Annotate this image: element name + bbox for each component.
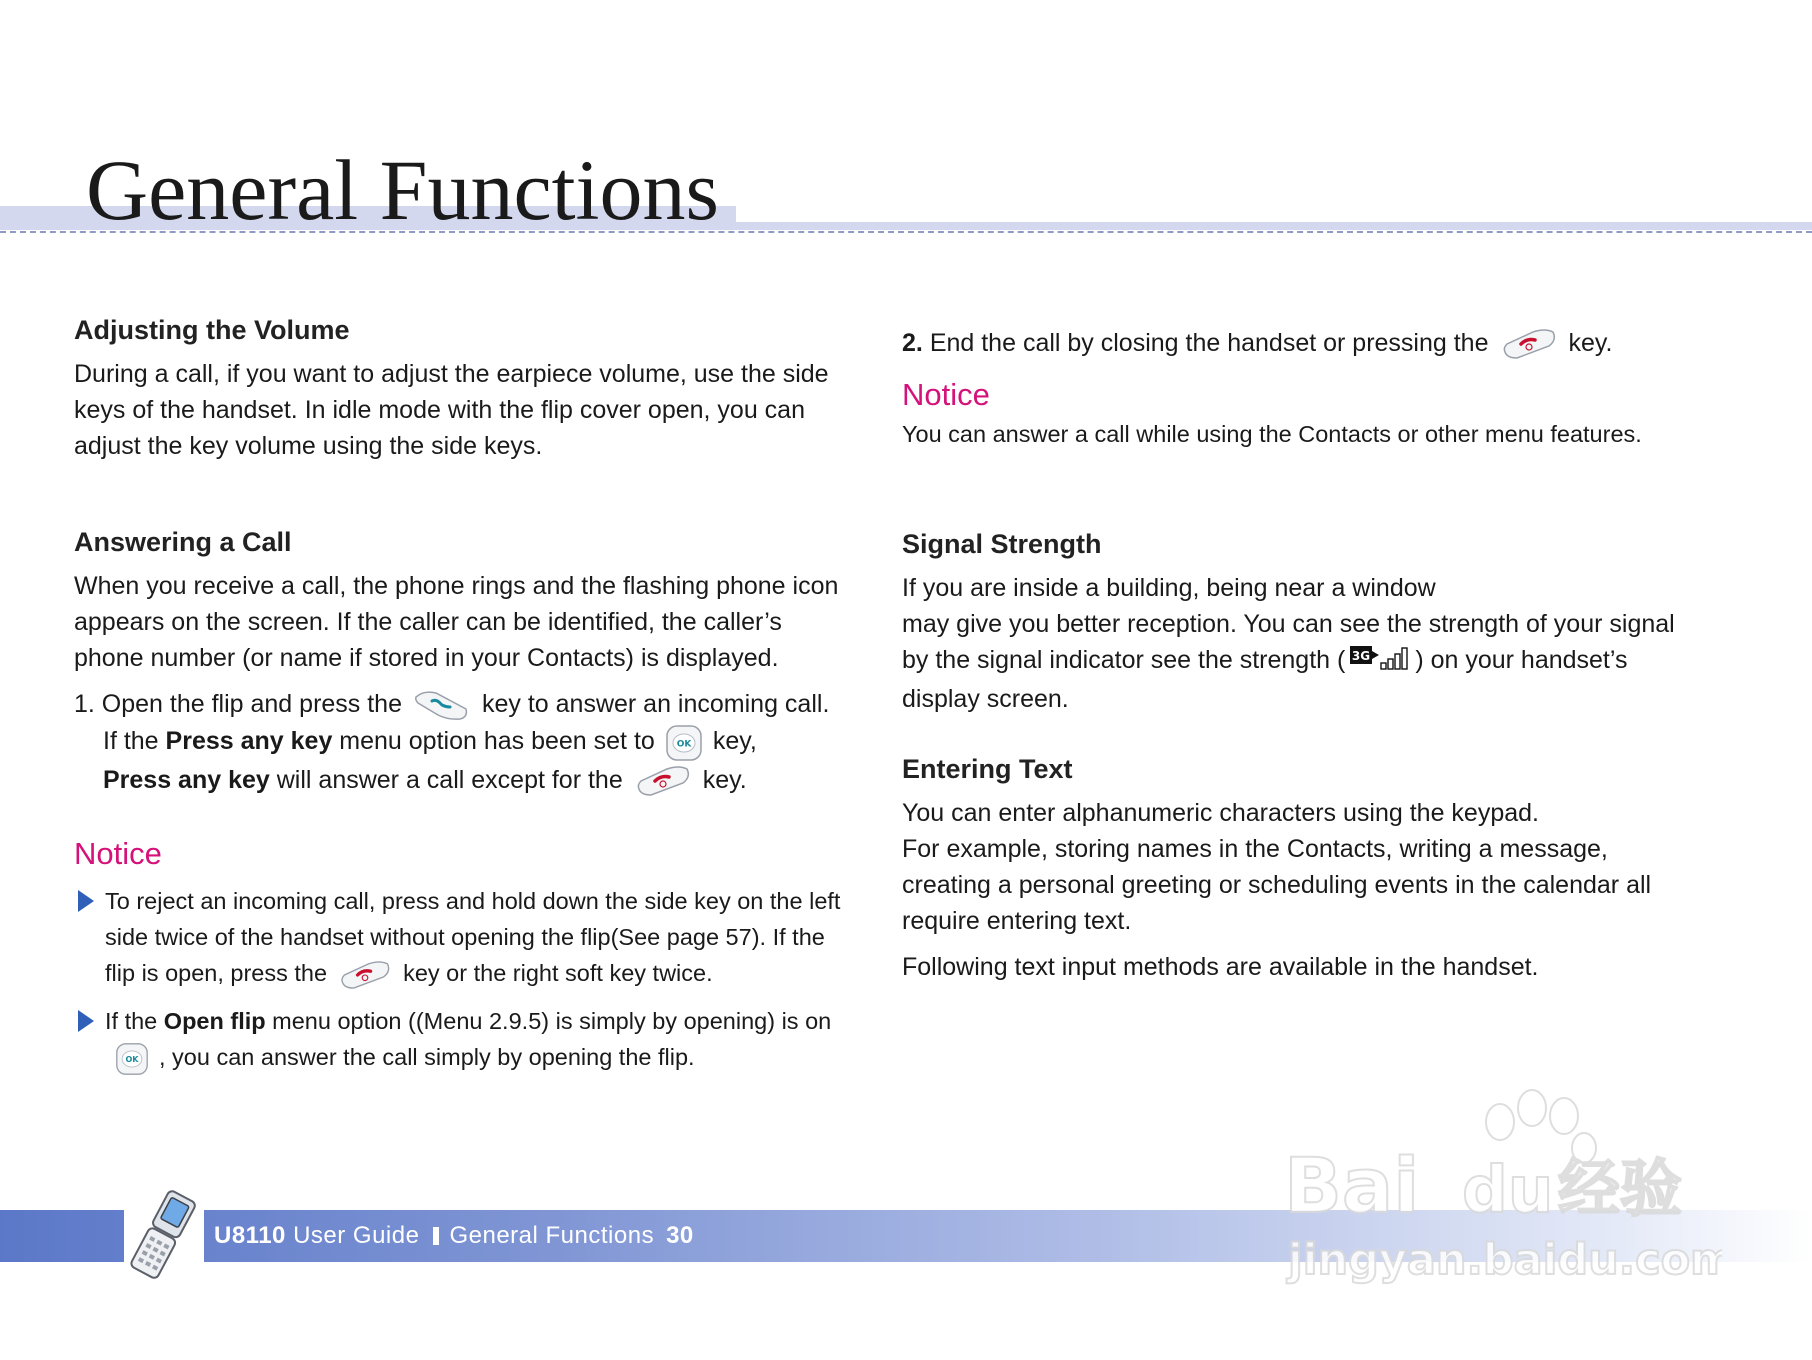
step1-after: key to answer an incoming call. [482, 690, 830, 718]
text-p1-rest: For example, storing names in the Contacts, writing a message, creating a personal greeting or scheduling events in the calendar all require entering text. [902, 834, 1652, 935]
text-p1-line1: You can enter alphanumeric characters using the keypad. [902, 798, 1539, 827]
page-title: General Functions [86, 142, 719, 238]
step1-if: If the [103, 727, 159, 756]
step-1 [74, 686, 854, 799]
watermark-brand2: du [1462, 1154, 1554, 1228]
notice-heading-right: Notice [902, 377, 990, 413]
entering-text-methods: Following text input methods are available in the handset. [902, 952, 1539, 981]
footer-text [214, 1219, 694, 1253]
signal-body [902, 570, 1702, 716]
watermark-url: jingyan.baidu.com [1288, 1235, 1722, 1285]
notice-item2-if: If the [105, 1007, 158, 1034]
notice-item2-after: , you can answer the call simply by opening the flip. [159, 1043, 695, 1070]
watermark-brand: Bai [1284, 1141, 1420, 1230]
volume-body: During a call, if you want to adjust the earpiece volume, use the side keys of the handset. In idle mode with the flip cover open, you can adjust the key volume using the side keys. [74, 360, 829, 460]
title-band-right [736, 222, 1812, 230]
answering-body: When you receive a call, the phone rings and the flashing phone icon appears on the screen. If the caller can be identified, the caller’s phone number (or name if stored in your Contacts) is displayed. [74, 572, 839, 672]
notice-heading-left: Notice [74, 836, 162, 872]
footer-section: General Functions [449, 1222, 655, 1249]
entering-text-body [902, 795, 1702, 939]
end-key-icon [337, 958, 393, 992]
right-column [902, 325, 1702, 985]
page-number: 30 [666, 1222, 694, 1249]
step1-bold2: Press any key [103, 765, 270, 794]
signal-before: may give you better reception. You can see the strength of your signal by the signal indicator see the strength ( [902, 610, 1675, 675]
signal-strength-icon [1349, 643, 1411, 681]
ok-key-icon [665, 724, 703, 762]
ok-key-label: OK [125, 1054, 139, 1064]
entering-text-heading: Entering Text [902, 753, 1073, 784]
notice-item [74, 1003, 854, 1076]
step-2 [902, 325, 1702, 362]
notice-item1-after: key or the right soft key twice. [403, 960, 713, 987]
step1-bold: Press any key [165, 727, 333, 756]
step1-before: 1. Open the flip and press the [74, 690, 402, 718]
footer-guide: User Guide [293, 1222, 420, 1249]
bullet-triangle-icon [78, 890, 94, 912]
signal-3g-label: 3G [1352, 648, 1371, 663]
notice-item1-before: To reject an incoming call, press and hold down the side key on the left side twice of the handset without opening the flip(See page 57). If the flip is open, press the [105, 888, 841, 987]
step2-after: key. [1568, 329, 1613, 357]
step1-endkey: key. [702, 765, 747, 794]
step1-end: will answer a call except for the [276, 765, 623, 794]
notice-item2-mid: menu option ((Menu 2.9.5) is simply by opening) is on [272, 1007, 832, 1034]
step2-before: End the call by closing the handset or pressing the [929, 329, 1489, 357]
end-key-icon [633, 763, 693, 799]
step1-mid: menu option has been set to [339, 727, 655, 756]
notice-item [74, 883, 854, 992]
notice-item2-bold: Open flip [163, 1007, 266, 1034]
footer-separator [433, 1227, 439, 1245]
signal-line1: If you are inside a building, being near a window [902, 574, 1436, 603]
baidu-watermark [1282, 1086, 1722, 1291]
flip-phone-icon [128, 1190, 200, 1285]
signal-heading: Signal Strength [902, 529, 1102, 560]
ok-key-icon [115, 1042, 149, 1076]
answering-heading: Answering a Call [74, 527, 292, 557]
bullet-triangle-icon [78, 1010, 94, 1032]
notice-list [74, 883, 854, 1076]
signal-after: ) on your handset’s display screen. [902, 646, 1628, 713]
watermark-cn: 经验 [1558, 1152, 1683, 1225]
step2-number: 2. [902, 329, 923, 357]
left-column [74, 310, 854, 1087]
ok-key-label: OK [676, 739, 692, 750]
notice-body-right: You can answer a call while using the Contacts or other menu features. [902, 421, 1642, 448]
footer-model: U8110 [214, 1222, 286, 1249]
send-key-icon [412, 687, 472, 723]
volume-heading: Adjusting the Volume [74, 315, 350, 345]
step1-key: key, [712, 727, 757, 756]
end-key-icon [1499, 326, 1559, 362]
